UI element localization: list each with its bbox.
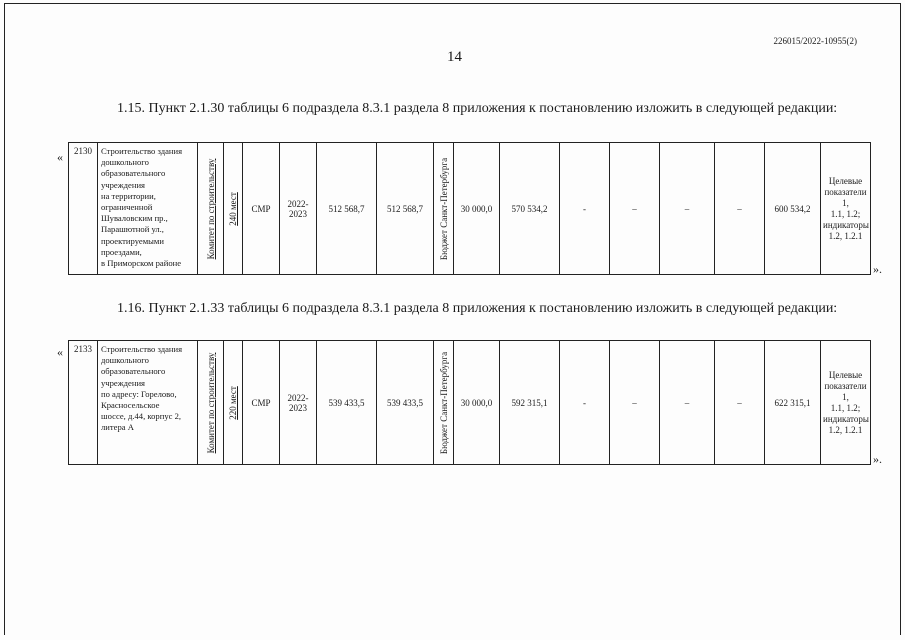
year-3-amount: -	[560, 341, 610, 465]
page-number: 14	[447, 49, 462, 65]
scan-border-left	[4, 3, 5, 635]
year-3-amount: -	[560, 143, 610, 275]
customer: Комитет по строительству	[205, 352, 216, 453]
object-name: Строительство здания дошкольного образовательного учреждения на территории, ограниченной Шуваловским пр., Парашютной ул., проектируемыми проездами, в Приморском районе	[98, 143, 198, 275]
customer-cell	[198, 341, 224, 465]
capacity-cell	[224, 143, 243, 275]
cost-total: 539 433,5	[317, 341, 377, 465]
scan-border-top	[4, 3, 901, 4]
year-5-amount: –	[660, 143, 715, 275]
quote-open: «	[57, 150, 63, 164]
year-6-amount: –	[715, 143, 765, 275]
document-number: 226015/2022-10955(2)	[773, 36, 857, 46]
funding-source: Бюджет Санкт-Петербурга	[438, 157, 449, 260]
year-6-amount: –	[715, 341, 765, 465]
object-name: Строительство здания дошкольного образовательного учреждения по адресу: Горелово, Красносельское шоссе, д.44, корпус 2, литера А	[98, 341, 198, 465]
customer: Комитет по строительству	[205, 158, 216, 259]
table-row	[69, 143, 871, 275]
cost-total: 512 568,7	[317, 143, 377, 275]
total-amount: 600 534,2	[765, 143, 821, 275]
capacity: 240 мест	[228, 191, 238, 226]
capacity: 220 мест	[228, 385, 238, 420]
table-row	[69, 341, 871, 465]
quote-open: «	[57, 345, 63, 359]
year-1-amount: 30 000,0	[454, 341, 500, 465]
table-section-1-16	[68, 340, 871, 465]
capacity-cell	[224, 341, 243, 465]
source-cell	[434, 143, 454, 275]
row-code: 2133	[69, 341, 98, 465]
year-2-amount: 570 534,2	[500, 143, 560, 275]
period: 2022- 2023	[280, 143, 317, 275]
year-2-amount: 592 315,1	[500, 341, 560, 465]
cost-remaining: 539 433,5	[377, 341, 434, 465]
quote-close: ».	[873, 452, 882, 466]
work-type: СМР	[243, 341, 280, 465]
quote-close: ».	[873, 262, 882, 276]
year-4-amount: –	[610, 143, 660, 275]
customer-cell	[198, 143, 224, 275]
funding-source: Бюджет Санкт-Петербурга	[438, 351, 449, 454]
year-5-amount: –	[660, 341, 715, 465]
cost-remaining: 512 568,7	[377, 143, 434, 275]
indicators: Целевые показатели 1, 1.1, 1.2; индикаторы 1.2, 1.2.1	[821, 143, 871, 275]
year-4-amount: –	[610, 341, 660, 465]
paragraph-1-16: 1.16. Пункт 2.1.33 таблицы 6 подраздела 8.3.1 раздела 8 приложения к постановлению изложить в следующей редакции:	[117, 301, 838, 316]
period: 2022- 2023	[280, 341, 317, 465]
row-code: 2130	[69, 143, 98, 275]
work-type: СМР	[243, 143, 280, 275]
table-section-1-15	[68, 142, 871, 275]
total-amount: 622 315,1	[765, 341, 821, 465]
paragraph-1-15: 1.15. Пункт 2.1.30 таблицы 6 подраздела 8.3.1 раздела 8 приложения к постановлению изложить в следующей редакции:	[117, 101, 838, 116]
year-1-amount: 30 000,0	[454, 143, 500, 275]
scan-border-right	[900, 3, 901, 635]
indicators: Целевые показатели 1, 1.1, 1.2; индикаторы 1.2, 1.2.1	[821, 341, 871, 465]
source-cell	[434, 341, 454, 465]
